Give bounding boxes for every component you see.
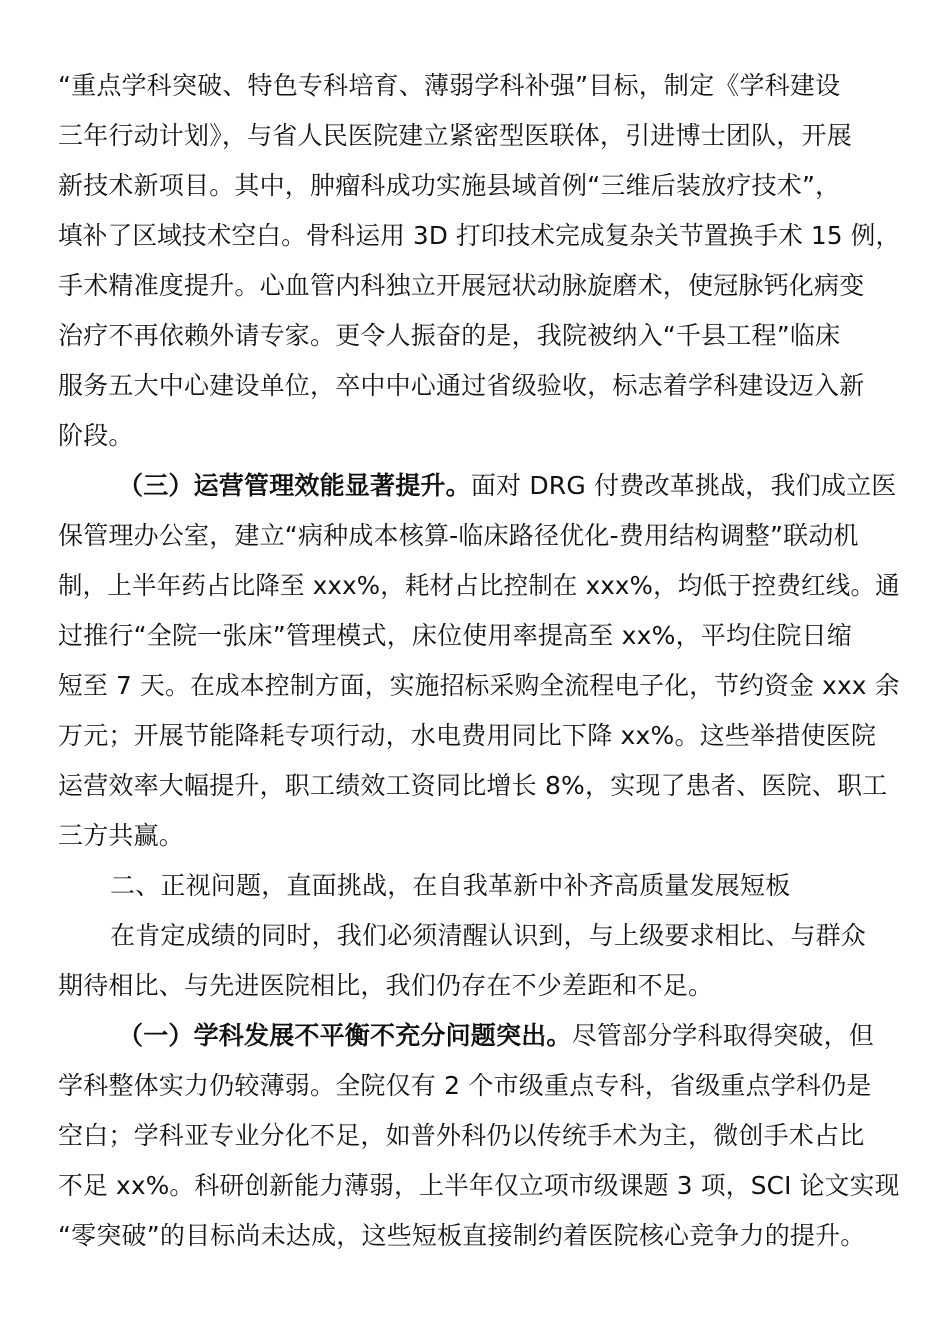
paragraph-line: “重点学科突破、特色专科培育、薄弱学科补强”目标，制定《学科建设 [58,71,841,100]
paragraph-heading: （一）学科发展不平衡不充分问题突出。 [118,1021,572,1050]
paragraph-line: 三方共赢。 [58,821,185,850]
paragraph-line: “零突破”的目标尚未达成，这些短板直接制约着医院核心竞争力的提升。 [58,1221,866,1250]
paragraph-line: 不足 xx%。科研创新能力薄弱，上半年仅立项市级课题 3 项，SCI 论文实现 [58,1171,900,1200]
paragraph-line: 空白；学科亚专业分化不足，如普外科仍以传统手术为主，微创手术占比 [58,1121,865,1150]
paragraph-first-line [118,1016,874,1056]
paragraph-line: 运营效率大幅提升，职工绩效工资同比增长 8%，实现了患者、医院、职工 [58,771,888,800]
paragraph-line: 服务五大中心建设单位，卒中中心通过省级验收，标志着学科建设迈入新 [58,371,865,400]
paragraph-line: 新技术新项目。其中，肿瘤科成功实施县域首例“三维后装放疗技术”， [58,171,841,200]
paragraph-line: 手术精准度提升。心血管内科独立开展冠状动脉旋磨术，使冠脉钙化病变 [58,271,865,300]
paragraph-line: 过推行“全院一张床”管理模式，床位使用率提高至 xx%，平均住院日缩 [58,621,852,650]
paragraph-line: 短至 7 天。在成本控制方面，实施招标采购全流程电子化，节约资金 xxx 余 [58,671,900,700]
paragraph-line: 填补了区域技术空白。骨科运用 3D 打印技术完成复杂关节置换手术 15 例， [58,221,901,250]
paragraph-first-line [118,466,897,506]
paragraph-line: 学科整体实力仍较薄弱。全院仅有 2 个市级重点专科，省级重点学科仍是 [58,1071,872,1100]
paragraph-line: 在肯定成绩的同时，我们必须清醒认识到，与上级要求相比、与群众 [110,921,867,950]
paragraph-line: 保管理办公室，建立“病种成本核算-临床路径优化-费用结构调整”联动机 [58,521,859,550]
paragraph-line: 三年行动计划》，与省人民医院建立紧密型医联体，引进博士团队，开展 [58,121,852,150]
paragraph-line: 阶段。 [58,421,134,450]
paragraph-line: 期待相比、与先进医院相比，我们仍存在不少差距和不足。 [58,971,714,1000]
paragraph-line: 万元；开展节能降耗专项行动，水电费用同比下降 xx%。这些举措使医院 [58,721,877,750]
paragraph-line: 治疗不再依赖外请专家。更令人振奋的是，我院被纳入“千县工程”临床 [58,321,841,350]
paragraph-line: 制，上半年药占比降至 xxx%，耗材占比控制在 xxx%，均低于控费红线。通 [58,571,900,600]
section-title: 二、正视问题，直面挑战，在自我革新中补齐高质量发展短板 [110,871,791,900]
paragraph-heading: （三）运营管理效能显著提升。 [118,471,471,500]
paragraph-text: 面对 DRG 付费改革挑战，我们成立医 [470,471,897,500]
paragraph-text: 尽管部分学科取得突破，但 [571,1021,875,1050]
